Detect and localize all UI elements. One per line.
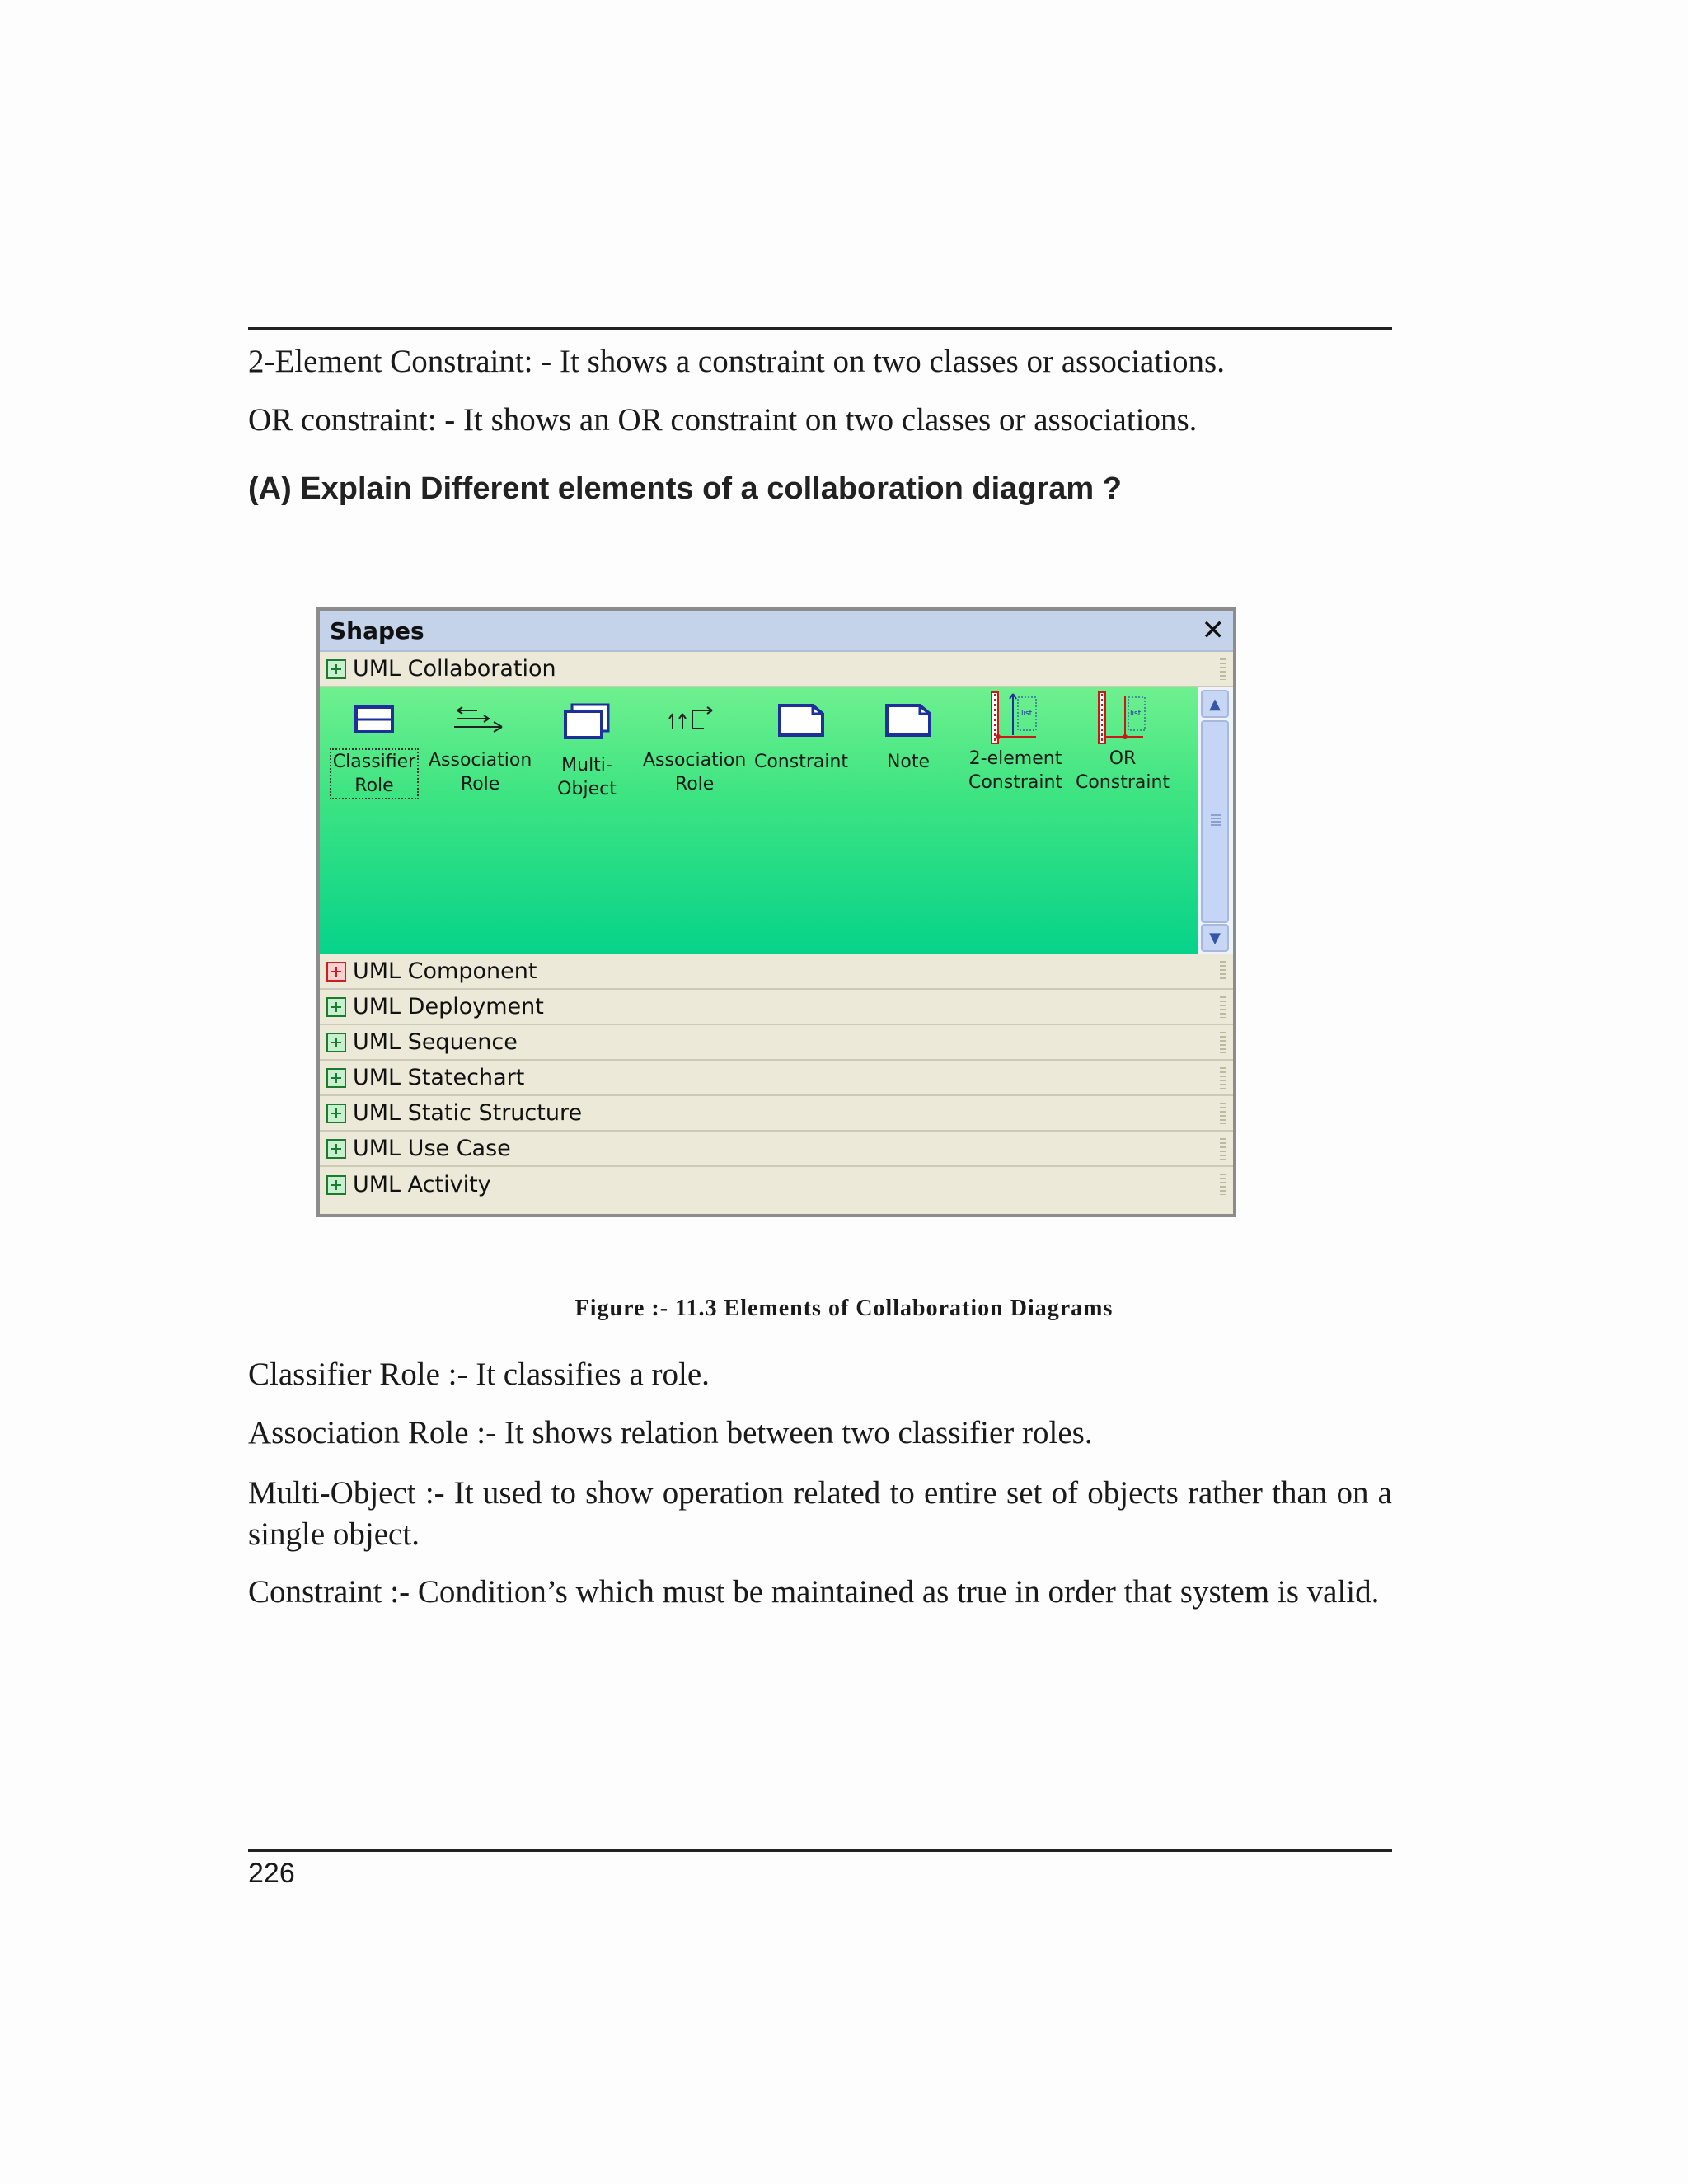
stencil-uml-collaboration[interactable] xyxy=(320,652,1233,687)
paragraph-classifier-role: Classifier Role :- It classifies a role. xyxy=(248,1357,710,1392)
paragraph-multi-object: Multi-Object :- It used to show operation related to entire set of objects rather than on a single object. xyxy=(248,1475,1392,1552)
page-number: 226 xyxy=(248,1858,295,1889)
shape-label: OR Constraint xyxy=(1075,748,1170,793)
grip-icon xyxy=(1220,1103,1226,1124)
svg-text:list: list xyxy=(1021,710,1033,718)
stencil-uml-use-case[interactable] xyxy=(320,1132,1233,1167)
stencil-icon xyxy=(326,962,346,982)
stencil-label: UML Static Structure xyxy=(353,1100,583,1126)
association-role-2-icon xyxy=(668,702,720,737)
shape-association-role-2[interactable] xyxy=(641,702,747,796)
shape-or-constraint[interactable] xyxy=(1070,702,1175,794)
shape-association-role[interactable] xyxy=(427,702,532,796)
stencil-uml-deployment[interactable] xyxy=(320,990,1233,1025)
shape-classifier-role[interactable] xyxy=(321,702,427,799)
stencil-label: UML Collaboration xyxy=(353,656,556,682)
shapes-panel-titlebar xyxy=(320,611,1233,652)
stencil-icon xyxy=(326,1068,346,1088)
paragraph-two-element-constraint: 2-Element Constraint: - It shows a constraint on two classes or associations. xyxy=(248,344,1225,379)
stencil-uml-sequence[interactable] xyxy=(320,1025,1233,1061)
vertical-scrollbar[interactable] xyxy=(1198,687,1233,954)
shape-label: Constraint xyxy=(753,752,849,772)
grip-icon xyxy=(1220,1138,1226,1160)
stencil-icon xyxy=(326,1104,346,1123)
stencil-label: UML Deployment xyxy=(353,994,544,1019)
or-constraint-icon xyxy=(1094,691,1151,745)
stencil-uml-static-structure[interactable] xyxy=(320,1096,1233,1132)
constraint-icon xyxy=(776,702,826,738)
bottom-rule xyxy=(248,1849,1392,1852)
association-role-icon xyxy=(451,702,509,737)
shape-constraint[interactable] xyxy=(748,702,854,774)
grip-icon xyxy=(1220,996,1226,1018)
stencil-label: UML Sequence xyxy=(353,1029,518,1055)
shape-label: Multi-Object xyxy=(557,755,617,799)
stencil-icon xyxy=(326,659,346,679)
stencil-label: UML Use Case xyxy=(353,1136,511,1161)
shape-label: Classifier Role xyxy=(330,748,419,799)
shape-multi-object[interactable] xyxy=(534,702,640,801)
close-icon[interactable]: ✕ xyxy=(1201,614,1225,647)
paragraph-or-constraint: OR constraint: - It shows an OR constraint on two classes or associations. xyxy=(248,402,1198,438)
multi-object-icon xyxy=(562,702,612,742)
grip-icon xyxy=(1220,1174,1226,1195)
shape-label: Association Role xyxy=(429,750,532,794)
stencil-uml-component[interactable] xyxy=(320,954,1233,990)
stencil-icon xyxy=(326,1033,346,1052)
stencil-label: UML Statechart xyxy=(353,1065,525,1090)
stencil-icon xyxy=(326,997,346,1017)
svg-text:list: list xyxy=(1130,710,1142,718)
shape-label: Association Role xyxy=(643,750,747,794)
grip-icon xyxy=(1220,1032,1226,1053)
shape-label: 2-element Constraint xyxy=(968,748,1063,793)
shape-note[interactable] xyxy=(856,702,961,774)
classifier-role-icon xyxy=(352,702,396,737)
scroll-down-icon[interactable]: ▼ xyxy=(1201,924,1229,952)
note-icon xyxy=(884,702,933,738)
shapes-panel xyxy=(316,607,1236,1217)
top-rule xyxy=(248,327,1392,330)
shape-label: Note xyxy=(886,752,931,772)
scroll-up-icon[interactable]: ▲ xyxy=(1201,690,1229,718)
two-element-constraint-icon xyxy=(987,691,1044,745)
figure-caption: Figure :- 11.3 Elements of Collaboration Diagrams xyxy=(574,1296,1114,1321)
grip-icon xyxy=(1220,658,1226,680)
stencil-uml-activity[interactable] xyxy=(320,1167,1233,1202)
paragraph-association-role: Association Role :- It shows relation between two classifier roles. xyxy=(248,1415,1093,1451)
shapes-panel-title: Shapes xyxy=(330,616,424,644)
section-heading: (A) Explain Different elements of a collaboration diagram ? xyxy=(248,471,1122,506)
stencil-icon xyxy=(326,1175,346,1195)
shapes-area xyxy=(320,687,1233,954)
stencil-icon xyxy=(326,1139,346,1159)
grip-icon xyxy=(1220,1067,1226,1089)
grip-icon xyxy=(1220,961,1226,982)
shape-two-element-constraint[interactable] xyxy=(963,702,1068,794)
paragraph-constraint: Constraint :- Condition’s which must be maintained as true in order that system is valid. xyxy=(248,1574,1380,1610)
scroll-thumb[interactable] xyxy=(1201,720,1229,923)
stencil-label: UML Component xyxy=(353,958,537,984)
stencil-label: UML Activity xyxy=(353,1172,491,1197)
stencil-uml-statechart[interactable] xyxy=(320,1061,1233,1096)
